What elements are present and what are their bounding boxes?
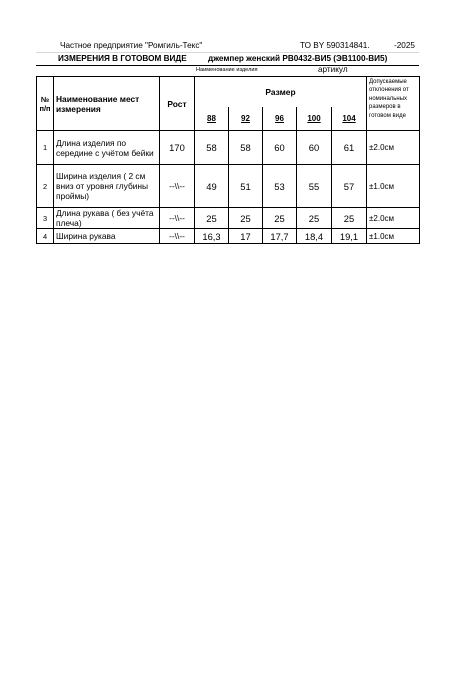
row-value: 60 [263,131,297,165]
row-value: 17,7 [263,229,297,244]
size-100: 100 [297,107,332,131]
row-number: 3 [37,208,54,229]
size-88: 88 [195,107,229,131]
table-row [37,131,420,165]
row-growth: 170 [160,131,195,165]
standard-number: ТО BY 590314841. [300,41,370,50]
row-growth: --\\-- [160,208,195,229]
row-value: 60 [297,131,332,165]
size-92: 92 [229,107,263,131]
row-tolerance: ±2.0см [367,131,420,165]
row-name: Длина изделия по середине с учётом бейки [54,131,160,165]
column-header-tolerance: Допускаемые отклонения от номинальных размеров в готовом виде [367,77,420,131]
document-title: ИЗМЕРЕНИЯ В ГОТОВОМ ВИДЕ [58,54,187,63]
caption-line [36,65,419,76]
row-value: 49 [195,165,229,208]
row-value: 25 [263,208,297,229]
row-value: 58 [195,131,229,165]
row-value: 19,1 [332,229,367,244]
row-value: 17 [229,229,263,244]
column-header-name: Наименование мест измерения [54,77,160,131]
column-header-number: № п/п [37,77,54,131]
company-name: Частное предприятие "Ромгиль-Текс" [60,41,203,50]
title-line [36,52,419,65]
row-tolerance: ±2.0см [367,208,420,229]
row-value: 61 [332,131,367,165]
row-number: 2 [37,165,54,208]
size-96: 96 [263,107,297,131]
row-value: 57 [332,165,367,208]
row-tolerance: ±1.0см [367,165,420,208]
article-caption: артикул [318,65,348,74]
size-104: 104 [332,107,367,131]
row-value: 25 [332,208,367,229]
product-title: джемпер женский РВ0432-ВИ5 (ЭВ1100-ВИ5) [208,54,388,63]
row-value: 25 [229,208,263,229]
column-header-size: Размер [195,77,367,107]
header-row-top [37,77,420,107]
row-number: 1 [37,131,54,165]
row-tolerance: ±1.0см [367,229,420,244]
header-line [36,40,419,52]
measurement-sheet [36,40,419,244]
row-value: 55 [297,165,332,208]
row-growth: --\\-- [160,165,195,208]
row-value: 53 [263,165,297,208]
row-value: 25 [297,208,332,229]
table-row [37,229,420,244]
table-row [37,208,420,229]
row-value: 18,4 [297,229,332,244]
table-row [37,165,420,208]
row-value: 16,3 [195,229,229,244]
row-value: 51 [229,165,263,208]
standard-year: -2025 [394,41,415,50]
row-growth: --\\-- [160,229,195,244]
column-header-growth: Рост [160,77,195,131]
row-name: Длина рукава ( без учёта плеча) [54,208,160,229]
measurement-table [36,76,420,244]
row-value: 25 [195,208,229,229]
row-name: Ширина изделия ( 2 см вниз от уровня глубины проймы) [54,165,160,208]
product-name-caption: Наименование изделия [196,67,258,73]
row-value: 58 [229,131,263,165]
row-name: Ширина рукава [54,229,160,244]
row-number: 4 [37,229,54,244]
